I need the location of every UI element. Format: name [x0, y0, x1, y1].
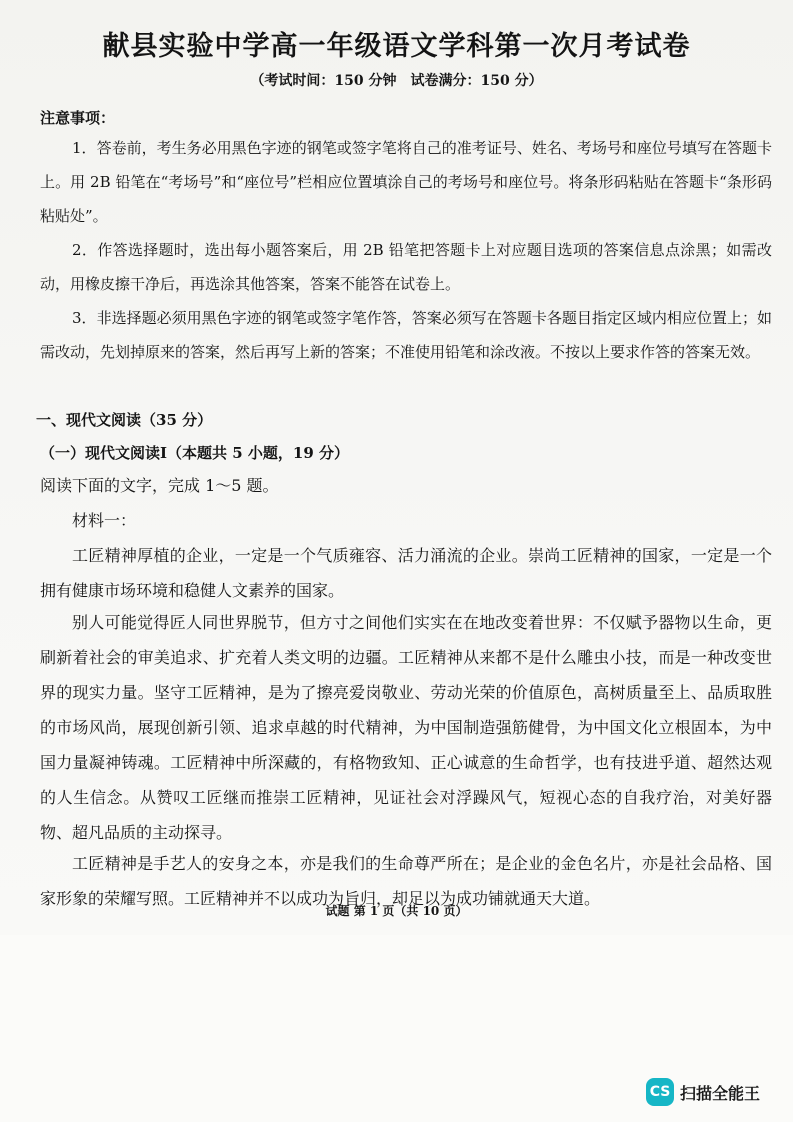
notice-item-1: 1．答卷前，考生务必用黑色字迹的钢笔或签字笔将自己的准考证号、姓名、考场号和座位号填写在答题卡上。用 2B 铅笔在“考场号”和“座位号”栏相应位置填涂自己的考场号和座位号。将条形码粘贴在答题卡“条形码粘贴处”。	[40, 139, 772, 225]
section-subheading: （一）现代文阅读Ⅰ（本题共 5 小题，19 分）	[40, 444, 349, 462]
scanner-app-name: 扫描全能王	[680, 1083, 761, 1103]
reading-instruction: 阅读下面的文字，完成 1～5 题。	[40, 476, 279, 495]
page-number: 试题 第 1 页（共 10 页）	[325, 904, 468, 918]
material-label: 材料一：	[72, 511, 137, 530]
scanner-watermark	[646, 1077, 760, 1107]
exam-subtitle: （考试时间：150 分钟 试卷满分：150 分）	[250, 73, 543, 89]
notice-item-3: 3．非选择题必须用黑色字迹的钢笔或签字笔作答，答案必须写在答题卡各题目指定区域内相应位置上；如需改动，先划掉原来的答案，然后再写上新的答案；不准使用铅笔和涂改液。不按以上要求作答的答案无效。	[40, 309, 772, 361]
exam-title: 献县实验中学高一年级语文学科第一次月考试卷	[102, 31, 691, 62]
notice-heading: 注意事项：	[40, 109, 116, 127]
passage-paragraph-2: 别人可能觉得匠人同世界脱节，但方寸之间他们实实在在地改变着世界：不仅赋予器物以生命，更刷新着社会的审美追求、扩充着人类文明的边疆。工匠精神从来都不是什么雕虫小技，而是一种改变世界的现实力量。坚守工匠精神，是为了擦亮爱岗敬业、劳动光荣的价值原色，高树质量至上、品质取胜的市场风尚，展现创新引领、追求卓越的时代精神，为中国制造强筋健骨，为中国文化立根固本，为中国力量凝神铸魂。工匠精神中所深藏的，有格物致知、正心诚意的生命哲学，也有技进乎道、超然达观的人生信念。从赞叹工匠继而推崇工匠精神，见证社会对浮躁风气，短视心态的自我疗治，对美好器物、超凡品质的主动探寻。	[40, 613, 772, 842]
passage-paragraph-3: 工匠精神是手艺人的安身之本，亦是我们的生命尊严所在；是企业的金色名片，亦是社会品格、国家形象的荣耀写照。工匠精神并不以成功为旨归，却足以为成功铺就通天大道。	[40, 854, 772, 908]
notice-item-2: 2．作答选择题时，选出每小题答案后，用 2B 铅笔把答题卡上对应题目选项的答案信息点涂黑；如需改动，用橡皮擦干净后，再选涂其他答案，答案不能答在试卷上。	[40, 241, 772, 293]
section-heading: 一、现代文阅读（35 分）	[36, 411, 213, 429]
camscanner-logo-icon: CS	[646, 1078, 674, 1106]
passage-paragraph-1: 工匠精神厚植的企业，一定是一个气质雍容、活力涌流的企业。崇尚工匠精神的国家，一定是一个拥有健康市场环境和稳健人文素养的国家。	[40, 546, 772, 600]
